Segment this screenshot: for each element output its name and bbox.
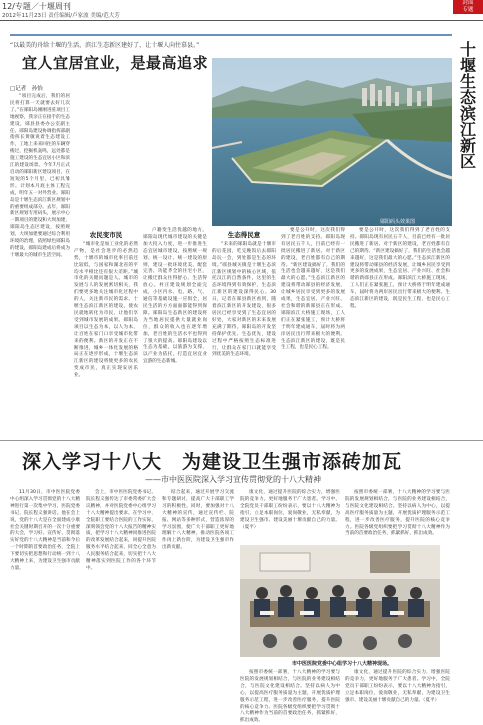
page-date-editor: 2012年11月23日 责任编辑/卢家波 美编/范大芳 [2, 13, 120, 19]
bottom-column-5 [345, 670, 450, 703]
bottom-column-5a [345, 490, 450, 542]
rendering-photo [212, 58, 452, 226]
article-text: 11月30日，市中医医院党委中心组深入学习贯彻党的十八大精神进行第一次集中学习，医院党委书记、院长程义强讲话。他在会上说，党的十八大是在全面建成小康社会关键时期召开的一次十分重要的大会，学习好、宣传好、贯彻落实好党的十八大精神是当前和今后一个时期的首要政治任务，全院上下要切实把思想和行动统一到十八大精神上来，为建设卫生强市贡献力量。 [10, 490, 80, 571]
bottom-headline: 深入学习十八大 为建设卫生强市添砖加瓦 [22, 451, 403, 473]
article-text: 会上，市中医医院党委书记、院长程义强传达了市委常委扩大会议精神，并对医院党委中心组学习十八大精神提出要求。在学习中，全院职工要结合医院的工作实际，深刻领会党的十八大报告的精神实质，把学习十八大精神同推进医院的改革发展结合起来，同提升医院服务水平结合起来，同全心全意为人民服务结合起来，切实把十八大精神落实到医院工作的各个环节中。 [86, 490, 156, 571]
article-text: 按照市委统一部署，十八大精神的学习要与医院的发展规划相结合，与医院的业务建设相结合，与医院文化建设相结合。坚持以病人为中心，以提高医疗服务质量为主题，开展优质护理服务示范工程，进一步改善医疗服务，提升医院的核心竞争力。医院各级党组织要把学习贯彻十八大精神作为当前的首要政治任务，抓紧抓好，抓出成效。 [240, 670, 340, 724]
bottom-column-3 [162, 490, 234, 695]
article-column-6 [350, 228, 450, 434]
article-text: 康文化，通过提升医院的综合实力，增强医院的竞争力，更好地服务于广大患者。学习中，全院党员干部职工纷纷表示，要以十八大精神为指引，立足本职岗位，爱岗敬业，无私奉献，为建设卫生强市、建设美丽十堰贡献自己的力量。（夏平） [240, 490, 340, 530]
article-text: “城市化是加工业化的必然产物，是社会进步的必然趋势，十堰市的城市化率目前还比较低，与国家和湖北省的平均水平相比还有很大差距。”城市化的关键问题是人。城市的发展与人的发展密切相关，我们要更多地关注城市化过程中的人，关注新市民的需求。十堰生态滨江新区的建设，使农民就地转化为市民，让他们享受到城市发展的成果。郧阳岛项目以生态为本，以人为本，让百姓在家门口享受城市化带来的便利。新区的开发正在不断推进，城乡一体化发展的格局正在逐步形成，十堰生态滨江新区的建设将使更多的农民变成市民，真正实现安居乐业。 [74, 241, 138, 379]
headline: 宜人宜居宜业，是最高追求 [22, 54, 209, 72]
article-text: 结合起来，通过开展学习交流和专题研讨，提高广大干部职工学习的积极性。同时，要加强对十八大精神的宣传，通过宣传栏、院报、网站等多种形式，营造浓厚的学习氛围，使广大干部职工更好地理解十八大精神，推动医院各项工作再上新台阶，为建设卫生强市作出新贡献。 [162, 490, 234, 551]
bottom-column-4a [240, 490, 340, 542]
photo-caption: 郧阳码头效果图 [380, 219, 416, 225]
bottom-column-4 [240, 670, 340, 724]
bottom-subheadline: ——市中医医院深入学习宣传贯彻党的十八大精神 [145, 475, 321, 484]
article-text: 按照市委统一部署，十八大精神的学习要与医院的发展规划相结合，与医院的业务建设相结合，与医院文化建设相结合。坚持以病人为中心，以提高医疗服务质量为主题，开展优质护理服务示范工程，进一步改善医疗服务，提升医院的核心竞争力。医院各级党组织要把学习贯彻十八大精神作为当前的首要政治任务，抓紧抓好，抓出成效。 [345, 490, 450, 537]
article-text: 要是公开时，这次我们得到了老百姓的支持。郧阳岛现有居民五千人，目前已经有一批居民搬进了新居。对于新区的建设，老百姓都有自己的期待。“新区建设搞好了，我们的生活也会越来越好，这是我们最大的心愿。”生态滨江新区的建设将带动郧县的经济发展，让城乡居民享受到更多的发展成果，生态宜居、产业兴旺、社会和谐的新郧县正在形成。郧阳滨江大桥施工现场，工人们正在紧张施工，预计大桥将于明年建成通车，届时将为两岸居民出行带来极大的便利。生态滨江新区的建设，既是民生工程，也是民心工程。 [350, 228, 450, 309]
vertical-title: 十堰生态滨江新区 [459, 40, 476, 171]
subheadline: “以最美的舟给十堰的生活，滨江生态新区建好了，让十堰人向往慕县。” [10, 42, 200, 49]
meeting-photo-caption: 市中医医院党委中心组学习十八大精神现场。 [291, 661, 392, 667]
section-divider [0, 440, 483, 441]
article-text: “项目完成后，我们的居民将打算一天就要去好几次了。”在郧阳岛刚刚进驻项目工地视察，我亲正在接手的生态建设，郧县县委办公室副主任、郧阳岛建设协调指挥部副指挥长黄敏说着生态建设工作，工地上来来回往的车辆穿梭过，挖掘机轰鸣，远处都是施工建设的生态宜居小区和滨江的建设场景。今年7月正式启动的郧阳新区建设项目，在短短的5个月里，已初具雏形。计划本月底主体工程完成，明年五一对外营业。郧阳岛是十堰生态滨江新区规划中的重要组成部分。去年，郧阳新区规划专用码头，展示中心一期项目的建设和大坝加建，郧阳岛生态区建设，按照规划，大坝加建要通过综合利用环境的治理，依照绿色郧阳岛的建设，郧阳岛建成后将成为十堰最大的城市生活空间。 [10, 94, 70, 258]
article-text: 要是公开时，这次我们得到了老百姓的支持。郧阳岛现有居民五千人，目前已经有一批居民搬进了新居。对于新区的建设，老百姓都有自己的期待。“新区建设搞好了，我们的生活也会越来越好，这是我们最大的心愿。”生态滨江新区的建设将带动郧县的经济发展，让城乡居民享受到更多的发展成果，生态宜居、产业兴旺、社会和谐的新郧县正在形成。郧阳滨江大桥施工现场，工人们正在紧张施工，预计大桥将于明年建成通车，届时将为两岸居民出行带来极大的便利。生态滨江新区的建设，既是民生工程，也是民心工程。 [281, 228, 345, 351]
article-column-5 [281, 228, 345, 434]
cover-tag [453, 0, 483, 14]
section-heading: 农民变市民 [89, 231, 123, 239]
header-divider [0, 20, 483, 21]
section-heading: 生态得民意 [227, 231, 261, 239]
page-section-label: 12/专题／十堰周刊 [2, 2, 71, 11]
article-top-rule [10, 34, 452, 36]
article-column-2 [74, 228, 138, 434]
article-text: “未来的郧阳岛就是十堰市的后花园，吃完晚饭后去郧阳岛玩一会，到处都是生态的环境。”郧县城关镇是十堰生态滨江新区规划中的核心区域，依托汉江的自然条件，这里的生态环境得到有效保护，生态滨江新区的建设深得民心。30日，记者在郧县新区看到，随着滨江新区的开发建设，很多居民已经享受到了生态宜居的好处，大家对新区的未来发展充满了期待。郧阳岛的开发坚持保护优先、生态优先，建设过程中严格按照生态标准进行，让群众在家门口就能享受到优美的生态环境。 [212, 241, 276, 358]
article-column-3 [143, 228, 207, 434]
article-text: 户籍变生活优越的地方。郧阳岛现代城市建设的关键是加大投入力度，进一步推进生态宜居城市建设，按照统一规划、统一设计、统一建设的原则，建设一批环境优美、配套完善、功能齐全的住宅小区，让搬迁群众住得舒心、生活得放心。村庄建设规划全面完成，小区内水、电、路、气、通信等基础设施一应俱全，居民生活的方方面面都能得到保障。郧阳岛生态新区的建设将为当地居民提供大量就业岗位，群众的收入也在逐年增加，老百姓的生活水平也得到了很大的提高。郧阳岛建设以生态为基础，以旅游为支撑，以产业为依托，打造宜居宜业宜游的生态新城。 [143, 228, 207, 365]
bottom-column-1 [10, 490, 80, 695]
bottom-column-2 [86, 490, 156, 695]
article-text: 康文化，通过提升医院的综合实力，增强医院的竞争力，更好地服务于广大患者。学习中，全院党员干部职工纷纷表示，要以十八大精神为指引，立足本职岗位，爱岗敬业，无私奉献，为建设卫生强市、建设美丽十堰贡献自己的力量。（夏平） [345, 670, 450, 703]
meeting-photo [240, 545, 440, 657]
byline: □记者 孙怡 [10, 86, 43, 92]
cover-tag-line1: 封面 [462, 0, 474, 6]
cover-tag-line2: 专题 [462, 7, 474, 13]
article-column-1 [10, 94, 70, 434]
article-column-4 [212, 228, 276, 434]
